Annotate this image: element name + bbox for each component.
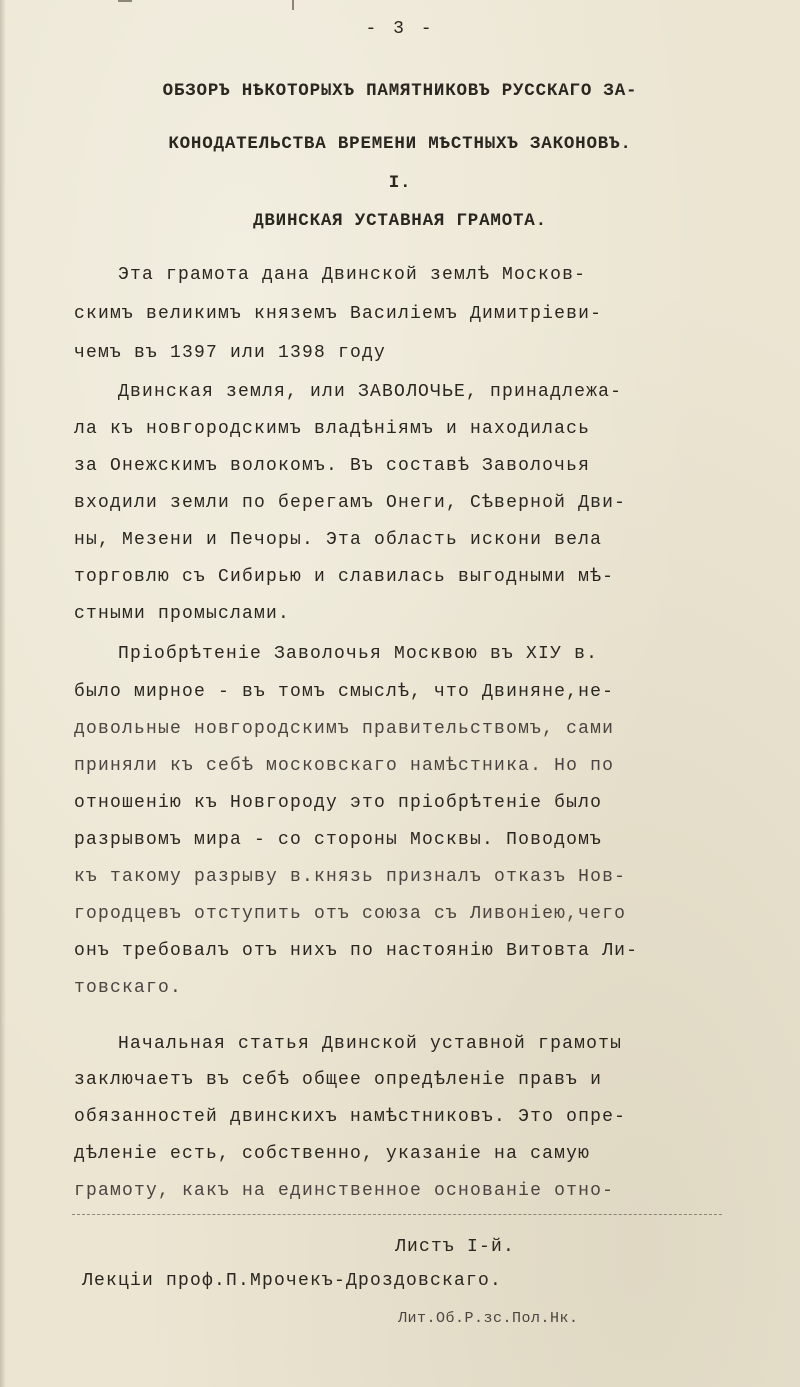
paragraph-line: приняли къ себѣ московскаго намѣстника. Но по [74, 756, 615, 776]
paragraph-line: Начальная статья Двинской уставной грамоты [118, 1034, 623, 1054]
section-number: I. [388, 173, 412, 193]
heading-line-1: ОБЗОРЪ НѢКОТОРЫХЪ ПАМЯТНИКОВЪ РУССКАГО ЗА- [162, 81, 638, 101]
paragraph-line: Пріобрѣтеніе Заволочья Москвою въ XIУ в. [118, 644, 599, 664]
paragraph-line: чемъ въ 1397 или 1398 году [74, 343, 387, 363]
section-title: ДВИНСКАЯ УСТАВНАЯ ГРАМОТА. [253, 211, 547, 231]
paragraph-line: товскаго. [74, 978, 183, 998]
page-edge-shadow [0, 0, 6, 1387]
paragraph-line: разрывомъ мира - со стороны Москвы. Поводомъ [74, 830, 603, 850]
paragraph-line: онъ требовалъ отъ нихъ по настоянію Витовта Ли- [74, 941, 639, 961]
paragraph-line: стными промыслами. [74, 604, 291, 624]
paragraph-line: довольные новгородскимъ правительствомъ, сами [74, 719, 615, 739]
paragraph-line: ла къ новгородскимъ владѣніямъ и находилась [74, 419, 591, 439]
page-number: - 3 - [365, 19, 435, 39]
paragraph-line: входили земли по берегамъ Онеги, Сѣверной Дви- [74, 493, 627, 513]
paragraph-line: грамоту, какъ на единственное основаніе отно- [74, 1181, 615, 1201]
footer-signature: Лит.Об.Р.зс.Пол.Нк. [398, 1310, 579, 1327]
stray-mark [118, 0, 132, 2]
paragraph-line: скимъ великимъ княземъ Василіемъ Димитріеви- [74, 304, 603, 324]
paragraph-line: къ такому разрыву в.князь призналъ отказъ Нов- [74, 867, 627, 887]
stray-mark [292, 0, 294, 10]
paragraph-line: Двинская земля, или ЗАВОЛОЧЬЕ, принадлежа- [118, 382, 623, 402]
paragraph-line: за Онежскимъ волокомъ. Въ составѣ Заволочья [74, 456, 591, 476]
footer-divider [72, 1214, 722, 1215]
paragraph-line: ны, Мезени и Печоры. Эта область искони вела [74, 530, 603, 550]
footer-sheet: Листъ I-й. [395, 1237, 516, 1257]
paragraph-line: было мирное - въ томъ смыслѣ, что Двиняне,не- [74, 682, 615, 702]
paragraph-line: дѣленіе есть, собственно, указаніе на самую [74, 1144, 591, 1164]
paragraph-line: отношенію къ Новгороду это пріобрѣтеніе было [74, 793, 603, 813]
paragraph-line: Эта грамота дана Двинской землѣ Москов- [118, 265, 587, 285]
paragraph-line: обязанностей двинскихъ намѣстниковъ. Это опре- [74, 1107, 627, 1127]
paragraph-line: заключаетъ въ себѣ общее опредѣленіе правъ и [74, 1070, 603, 1090]
footer-lectures: Лекціи проф.П.Мрочекъ-Дроздовскаго. [82, 1271, 503, 1291]
paragraph-line: торговлю съ Сибирью и славилась выгодными мѣ- [74, 567, 615, 587]
heading-line-2: КОНОДАТЕЛЬСТВА ВРЕМЕНИ МѢСТНЫХЪ ЗАКОНОВЪ. [168, 134, 632, 154]
paragraph-line: городцевъ отступить отъ союза съ Ливоніею,чего [74, 904, 627, 924]
